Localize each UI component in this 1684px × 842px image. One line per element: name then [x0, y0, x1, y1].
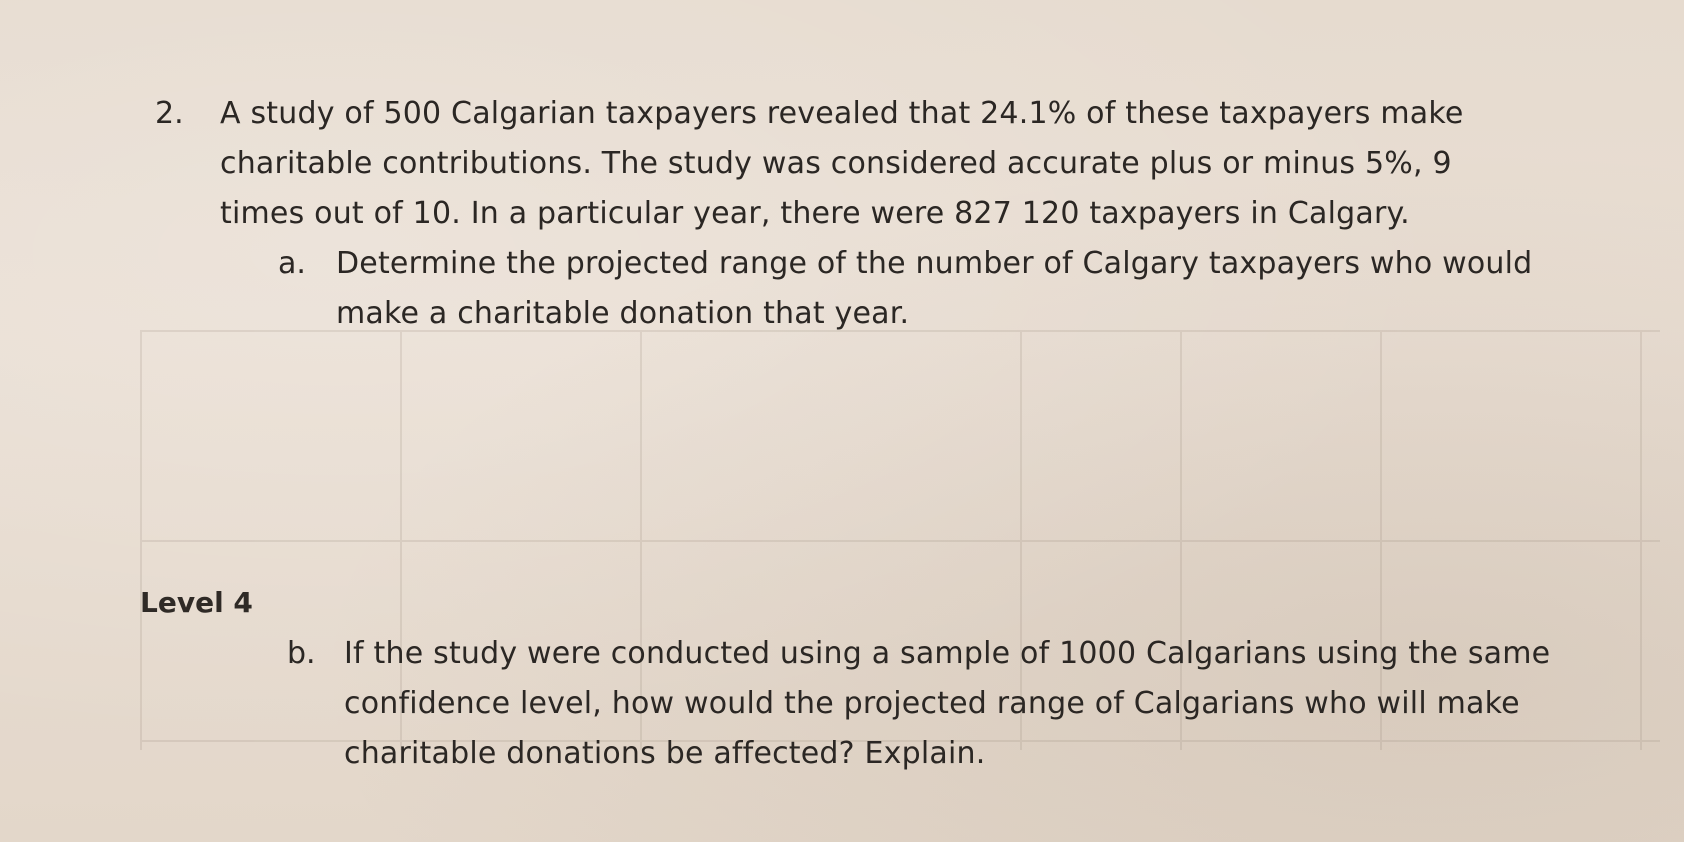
part-b-line-1: If the study were conducted using a sample of 1000 Calgarians using the same — [344, 636, 1551, 671]
question-stem-line-2: charitable contributions. The study was considered accurate plus or minus 5%, 9 — [220, 146, 1452, 181]
part-b-label: b. — [287, 636, 316, 671]
level-label: Level 4 — [140, 586, 253, 619]
question-number: 2. — [155, 96, 184, 131]
question-stem-line-3: times out of 10. In a particular year, there were 827 120 taxpayers in Calgary. — [220, 196, 1410, 231]
part-b-line-2: confidence level, how would the projected range of Calgarians who will make — [344, 686, 1520, 721]
question-stem-line-1: A study of 500 Calgarian taxpayers revealed that 24.1% of these taxpayers make — [220, 96, 1464, 131]
part-a-line-1: Determine the projected range of the number of Calgary taxpayers who would — [336, 246, 1533, 281]
part-b-line-3: charitable donations be affected? Explain. — [344, 736, 986, 771]
part-a-label: a. — [278, 246, 306, 281]
part-a-line-2: make a charitable donation that year. — [336, 296, 910, 331]
